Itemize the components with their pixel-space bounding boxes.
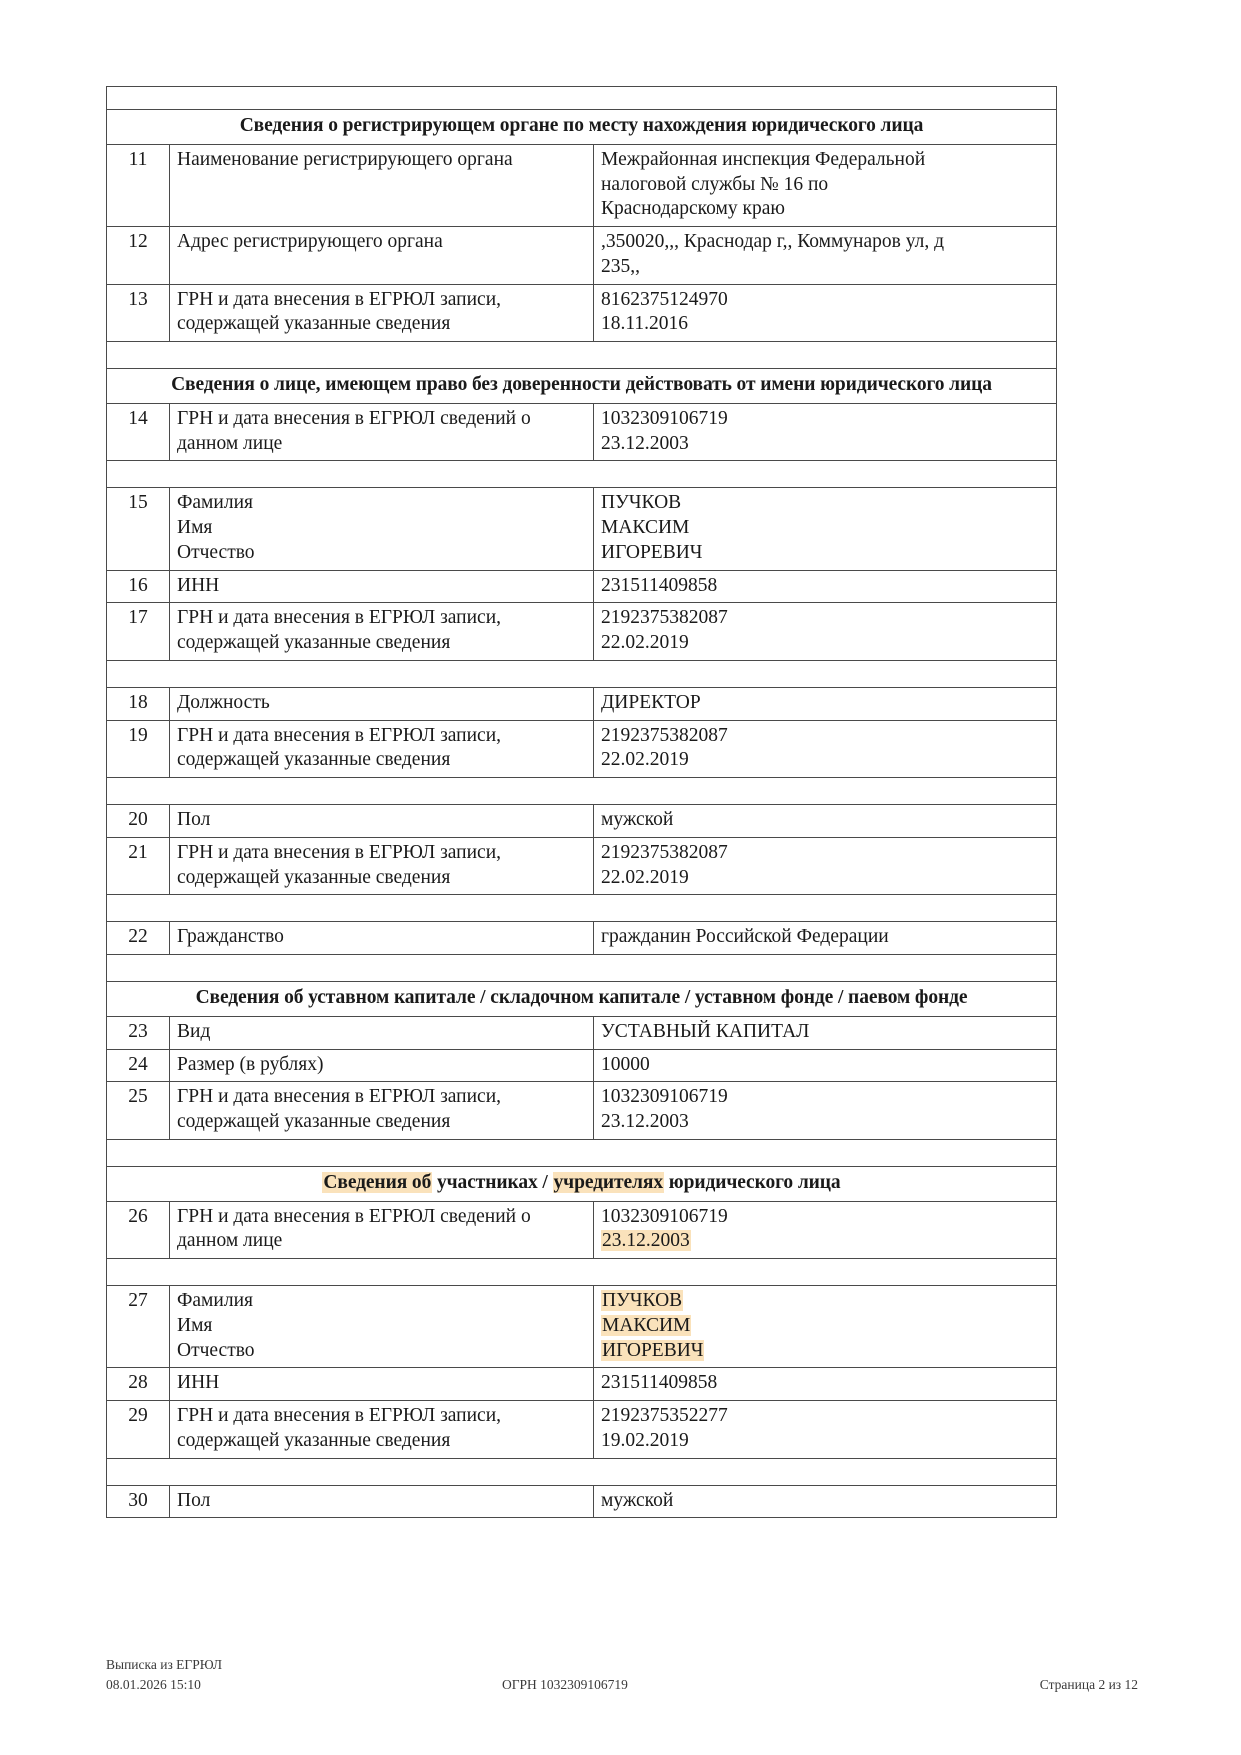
text-line: 1032309106719 bbox=[601, 407, 728, 429]
text-line: Фамилия bbox=[177, 492, 253, 514]
row-label bbox=[170, 227, 594, 285]
spacer-cell bbox=[107, 461, 1057, 488]
text-line: Размер (в рублях) bbox=[177, 1053, 324, 1075]
row-label bbox=[170, 488, 594, 570]
spacer-row bbox=[107, 660, 1057, 687]
row-number: 17 bbox=[107, 603, 170, 661]
spacer-row bbox=[107, 778, 1057, 805]
row-value bbox=[594, 1049, 1057, 1082]
row-value bbox=[594, 144, 1057, 226]
row-number: 18 bbox=[107, 687, 170, 720]
row-label bbox=[170, 1016, 594, 1049]
text-line: ГРН и дата внесения в ЕГРЮЛ записи, bbox=[177, 724, 502, 746]
text-line: 22.02.2019 bbox=[601, 749, 689, 771]
row-value bbox=[594, 720, 1057, 778]
text-line: 23.12.2003 bbox=[601, 432, 689, 454]
table-row bbox=[107, 720, 1057, 778]
text-line: содержащей указанные сведения bbox=[177, 1429, 451, 1451]
table-row bbox=[107, 1049, 1057, 1082]
row-number: 22 bbox=[107, 922, 170, 955]
spacer-row bbox=[107, 1259, 1057, 1286]
text-line: Фамилия bbox=[177, 1290, 253, 1311]
table-row bbox=[107, 144, 1057, 226]
table-row bbox=[107, 837, 1057, 895]
row-number: 24 bbox=[107, 1049, 170, 1082]
text-line: ГРН и дата внесения в ЕГРЮЛ сведений о bbox=[177, 1205, 531, 1227]
text-line: налоговой службы № 16 по bbox=[601, 173, 829, 195]
text-line: 2192375382087 bbox=[601, 841, 728, 863]
text-line: содержащей указанные сведения bbox=[177, 749, 451, 771]
text-line: содержащей указанные сведения bbox=[177, 313, 451, 335]
row-value bbox=[594, 403, 1057, 461]
text-line: 22.02.2019 bbox=[601, 632, 689, 653]
highlighted-text: учредителях bbox=[553, 1171, 663, 1193]
row-value bbox=[594, 837, 1057, 895]
row-value bbox=[594, 1485, 1057, 1518]
row-number: 14 bbox=[107, 403, 170, 461]
spacer-row bbox=[107, 461, 1057, 488]
section-heading-person-acting-without-poa: Сведения о лице, имеющем право без доверенности действовать от имени юридического лица bbox=[107, 369, 1057, 404]
text-line: 2192375382087 bbox=[601, 724, 728, 746]
text-line: ,350020,,, Краснодар г,, Коммунаров ул, д bbox=[601, 231, 945, 252]
spacer-row bbox=[107, 895, 1057, 922]
text-line: ГРН и дата внесения в ЕГРЮЛ записи, bbox=[177, 1086, 502, 1108]
row-value bbox=[594, 227, 1057, 285]
heading-text: юридического лица bbox=[664, 1171, 841, 1193]
table-row bbox=[107, 1368, 1057, 1401]
row-number: 21 bbox=[107, 837, 170, 895]
row-label bbox=[170, 570, 594, 603]
text-line: Имя bbox=[177, 1314, 213, 1336]
row-label bbox=[170, 922, 594, 955]
row-label bbox=[170, 1401, 594, 1459]
row-label bbox=[170, 837, 594, 895]
table-row bbox=[107, 284, 1057, 342]
row-label bbox=[170, 1201, 594, 1259]
text-line: данном лице bbox=[177, 432, 283, 454]
text-line bbox=[601, 1339, 1049, 1364]
table-row bbox=[107, 922, 1057, 955]
text-line bbox=[601, 1229, 1049, 1254]
row-number: 27 bbox=[107, 1286, 170, 1368]
text-line: 2192375382087 bbox=[601, 607, 728, 629]
row-number: 16 bbox=[107, 570, 170, 603]
text-line: ПУЧКОВ bbox=[601, 492, 682, 514]
highlighted-text: Сведения об bbox=[323, 1171, 432, 1193]
footer-line-2 bbox=[106, 1675, 1138, 1695]
table-row bbox=[107, 1286, 1057, 1368]
row-value bbox=[594, 805, 1057, 838]
section-heading-row bbox=[107, 369, 1057, 404]
highlighted-text: МАКСИМ bbox=[602, 1314, 691, 1336]
text-line: Адрес регистрирующего органа bbox=[177, 231, 443, 252]
text-line: Наименование регистрирующего органа bbox=[177, 148, 513, 170]
top-strip-cell bbox=[107, 87, 1057, 110]
highlighted-text: ИГОРЕВИЧ bbox=[602, 1339, 704, 1361]
text-line: Должность bbox=[177, 691, 270, 713]
table-row bbox=[107, 603, 1057, 661]
spacer-row bbox=[107, 1458, 1057, 1485]
row-number: 20 bbox=[107, 805, 170, 838]
row-number: 26 bbox=[107, 1201, 170, 1259]
text-line: 1032309106719 bbox=[601, 1205, 728, 1227]
text-line: 10000 bbox=[601, 1053, 650, 1075]
section-heading-registering-authority: Сведения о регистрирующем органе по месту нахождения юридического лица bbox=[107, 110, 1057, 145]
egrul-data-table bbox=[106, 86, 1057, 1518]
spacer-cell bbox=[107, 955, 1057, 982]
table-row bbox=[107, 1201, 1057, 1259]
section-heading-participants-founders bbox=[107, 1166, 1057, 1201]
top-strip-row bbox=[107, 87, 1057, 110]
text-line: 231511409858 bbox=[601, 574, 718, 596]
footer-page-number: Страница 2 из 12 bbox=[1039, 1677, 1138, 1692]
spacer-row bbox=[107, 1139, 1057, 1166]
text-line: Имя bbox=[177, 517, 213, 538]
row-label bbox=[170, 720, 594, 778]
spacer-row bbox=[107, 955, 1057, 982]
table-row bbox=[107, 1401, 1057, 1459]
text-line: Межрайонная инспекция Федеральной bbox=[601, 148, 926, 170]
text-line: мужской bbox=[601, 809, 674, 830]
spacer-cell bbox=[107, 1139, 1057, 1166]
footer-ogrn: ОГРН 1032309106719 bbox=[502, 1677, 628, 1692]
row-label bbox=[170, 1049, 594, 1082]
row-label bbox=[170, 1286, 594, 1368]
row-value bbox=[594, 1286, 1057, 1368]
row-number: 11 bbox=[107, 144, 170, 226]
row-number: 29 bbox=[107, 1401, 170, 1459]
table-row bbox=[107, 227, 1057, 285]
text-line: ГРН и дата внесения в ЕГРЮЛ записи, bbox=[177, 1405, 502, 1426]
text-line: содержащей указанные сведения bbox=[177, 632, 451, 653]
text-line bbox=[601, 1289, 1049, 1314]
spacer-cell bbox=[107, 660, 1057, 687]
row-number: 13 bbox=[107, 284, 170, 342]
text-line: УСТАВНЫЙ КАПИТАЛ bbox=[601, 1020, 810, 1042]
row-number: 23 bbox=[107, 1016, 170, 1049]
text-line: Отчество bbox=[177, 541, 255, 563]
text-line: мужской bbox=[601, 1489, 674, 1511]
footer-line-1 bbox=[106, 1655, 1138, 1675]
row-number: 12 bbox=[107, 227, 170, 285]
text-line: Гражданство bbox=[177, 926, 284, 948]
row-value bbox=[594, 570, 1057, 603]
table-row bbox=[107, 805, 1057, 838]
table-row bbox=[107, 1485, 1057, 1518]
table-row bbox=[107, 687, 1057, 720]
table-row bbox=[107, 1016, 1057, 1049]
row-label bbox=[170, 805, 594, 838]
text-line: 23.12.2003 bbox=[601, 1111, 689, 1132]
text-line: ГРН и дата внесения в ЕГРЮЛ записи, bbox=[177, 288, 502, 310]
row-label bbox=[170, 1368, 594, 1401]
text-line: 235,, bbox=[601, 255, 640, 277]
row-value bbox=[594, 1401, 1057, 1459]
row-value bbox=[594, 1082, 1057, 1140]
text-line: ГРН и дата внесения в ЕГРЮЛ сведений о bbox=[177, 407, 531, 429]
text-line: 2192375352277 bbox=[601, 1405, 728, 1426]
text-line: Пол bbox=[177, 1489, 211, 1511]
spacer-row bbox=[107, 342, 1057, 369]
row-label bbox=[170, 687, 594, 720]
table-row bbox=[107, 1082, 1057, 1140]
text-line: ИНН bbox=[177, 574, 220, 596]
text-line: содержащей указанные сведения bbox=[177, 1111, 451, 1132]
row-label bbox=[170, 284, 594, 342]
row-value bbox=[594, 603, 1057, 661]
text-line bbox=[601, 1314, 1049, 1339]
text-line: Вид bbox=[177, 1020, 211, 1042]
section-heading-row bbox=[107, 982, 1057, 1017]
section-heading-row bbox=[107, 110, 1057, 145]
row-value bbox=[594, 488, 1057, 570]
section-heading-row bbox=[107, 1166, 1057, 1201]
row-label bbox=[170, 1082, 594, 1140]
page-footer bbox=[106, 1655, 1138, 1695]
text-line: 8162375124970 bbox=[601, 288, 728, 310]
text-line: 18.11.2016 bbox=[601, 313, 689, 335]
text-line: ИГОРЕВИЧ bbox=[601, 541, 703, 563]
table-body bbox=[107, 87, 1057, 1518]
spacer-cell bbox=[107, 1458, 1057, 1485]
row-label bbox=[170, 144, 594, 226]
row-label bbox=[170, 603, 594, 661]
row-number: 19 bbox=[107, 720, 170, 778]
row-label bbox=[170, 403, 594, 461]
table-row bbox=[107, 488, 1057, 570]
text-line: 22.02.2019 bbox=[601, 866, 689, 888]
text-line: Отчество bbox=[177, 1339, 255, 1361]
text-line: МАКСИМ bbox=[601, 517, 690, 538]
row-value bbox=[594, 922, 1057, 955]
row-number: 25 bbox=[107, 1082, 170, 1140]
text-line: Пол bbox=[177, 809, 211, 830]
spacer-cell bbox=[107, 778, 1057, 805]
spacer-cell bbox=[107, 1259, 1057, 1286]
text-line: 231511409858 bbox=[601, 1372, 718, 1394]
text-line: ГРН и дата внесения в ЕГРЮЛ записи, bbox=[177, 841, 502, 863]
spacer-cell bbox=[107, 895, 1057, 922]
text-line: ИНН bbox=[177, 1372, 220, 1394]
text-line: Краснодарскому краю bbox=[601, 198, 785, 220]
text-line: ДИРЕКТОР bbox=[601, 691, 701, 713]
table-row bbox=[107, 403, 1057, 461]
text-line: данном лице bbox=[177, 1230, 283, 1252]
spacer-cell bbox=[107, 342, 1057, 369]
highlighted-text: 23.12.2003 bbox=[602, 1230, 690, 1252]
heading-text: участниках / bbox=[432, 1171, 553, 1193]
row-value bbox=[594, 1368, 1057, 1401]
row-value bbox=[594, 284, 1057, 342]
row-value bbox=[594, 1201, 1057, 1259]
footer-datetime: 08.01.2026 15:10 bbox=[106, 1677, 201, 1692]
table-row bbox=[107, 570, 1057, 603]
footer-document-title: Выписка из ЕГРЮЛ bbox=[106, 1657, 223, 1672]
text-line: гражданин Российской Федерации bbox=[601, 926, 889, 948]
text-line: ГРН и дата внесения в ЕГРЮЛ записи, bbox=[177, 607, 502, 629]
text-line: 1032309106719 bbox=[601, 1086, 728, 1108]
text-line: содержащей указанные сведения bbox=[177, 866, 451, 888]
row-value bbox=[594, 1016, 1057, 1049]
text-line: 19.02.2019 bbox=[601, 1429, 689, 1451]
section-heading-charter-capital: Сведения об уставном капитале / складочном капитале / уставном фонде / паевом фонде bbox=[107, 982, 1057, 1017]
row-value bbox=[594, 687, 1057, 720]
row-number: 30 bbox=[107, 1485, 170, 1518]
row-number: 15 bbox=[107, 488, 170, 570]
row-number: 28 bbox=[107, 1368, 170, 1401]
highlighted-text: ПУЧКОВ bbox=[602, 1290, 683, 1311]
row-label bbox=[170, 1485, 594, 1518]
